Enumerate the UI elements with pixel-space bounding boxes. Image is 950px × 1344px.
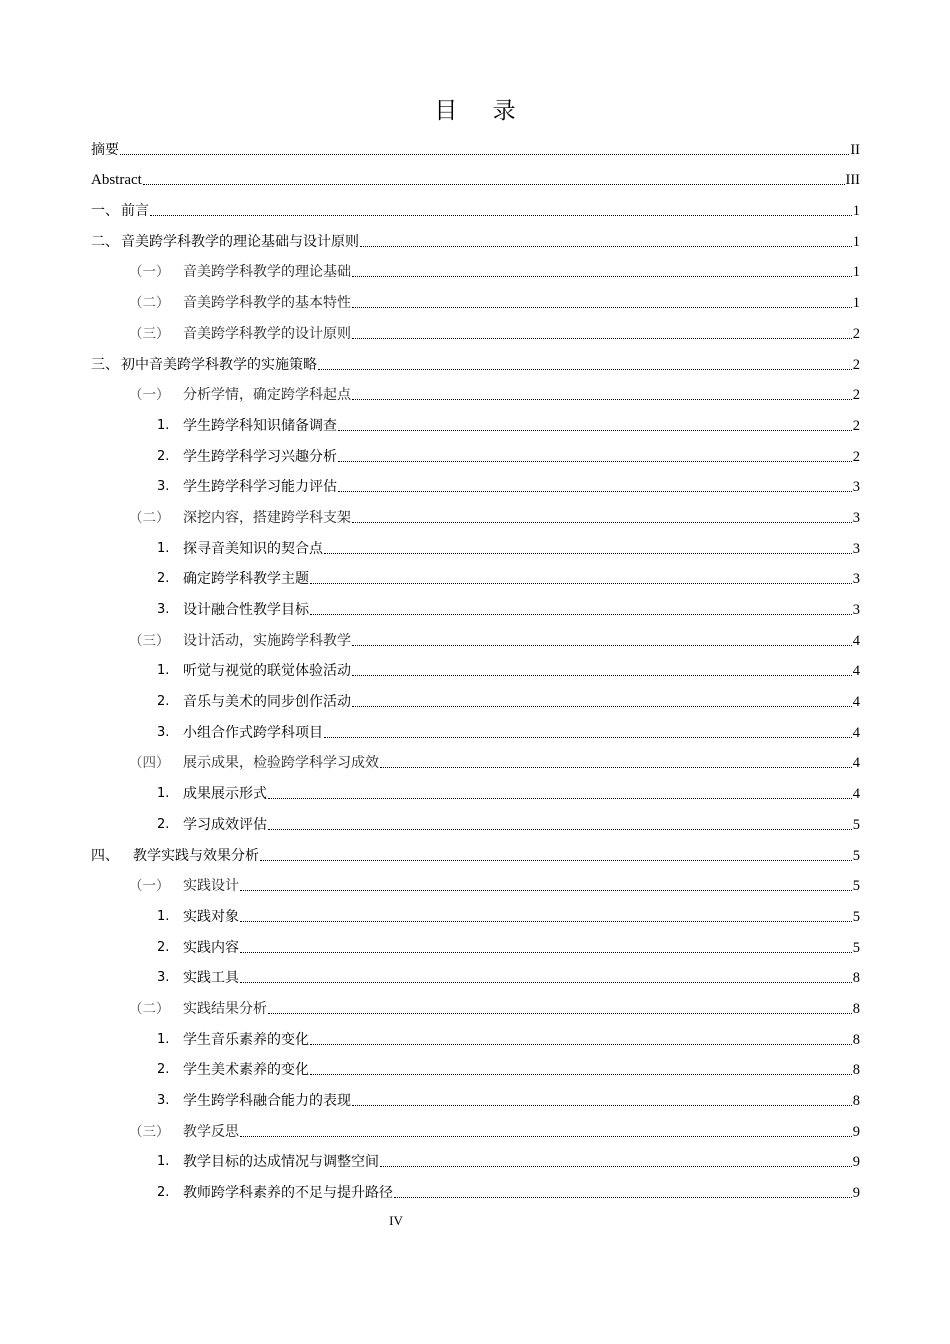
toc-entry[interactable]: [91, 404, 860, 435]
toc-entry-page: II: [850, 141, 860, 158]
toc-entry-number: 1.: [157, 663, 170, 679]
toc-entry-number: 四、: [91, 847, 119, 864]
toc-dot-leader: [310, 583, 852, 584]
toc-entry-number: （二）: [129, 509, 170, 526]
toc-entry[interactable]: [91, 159, 860, 190]
toc-dot-leader: [352, 706, 852, 707]
toc-entry-number: 1.: [157, 908, 170, 924]
toc-entry[interactable]: [91, 466, 860, 497]
toc-entry-page: III: [845, 172, 860, 189]
toc-entry-number: 1.: [157, 1154, 170, 1170]
toc-entry-page: 4: [852, 632, 860, 649]
toc-entry-number: （二）: [129, 1000, 170, 1017]
toc-dot-leader: [338, 491, 852, 492]
table-of-contents: [91, 128, 860, 1202]
toc-entry-number: 2.: [157, 694, 170, 710]
toc-entry-number: 1.: [157, 1031, 170, 1047]
toc-entry-number: 3.: [157, 724, 170, 740]
toc-entry[interactable]: [91, 128, 860, 159]
toc-entry[interactable]: [91, 803, 860, 834]
toc-dot-leader: [240, 952, 852, 953]
toc-entry-number: （一）: [129, 264, 170, 281]
toc-entry-text: 学生美术素养的变化: [183, 1062, 309, 1079]
toc-entry-page: 4: [852, 786, 860, 803]
toc-entry[interactable]: [91, 1110, 860, 1141]
toc-entry-page: 1: [852, 295, 860, 312]
toc-entry-text: 听觉与视觉的联觉体验活动: [183, 663, 351, 680]
toc-entry-label: [157, 570, 309, 588]
toc-entry-label: [129, 877, 239, 895]
toc-entry-number: 1.: [157, 540, 170, 556]
toc-entry[interactable]: [91, 496, 860, 527]
toc-entry[interactable]: [91, 251, 860, 282]
toc-entry-page: 3: [852, 602, 860, 618]
toc-dot-leader: [360, 246, 852, 247]
toc-entry-label: [129, 294, 351, 312]
toc-entry-label: [91, 171, 142, 189]
toc-entry-text: 前言: [121, 203, 149, 220]
toc-entry-number: 三、: [91, 356, 119, 373]
toc-entry-number: 一、: [91, 203, 119, 220]
toc-entry-text: 学生跨学科学习兴趣分析: [183, 448, 337, 465]
toc-entry-label: [157, 969, 239, 987]
toc-entry-text: 学生音乐素养的变化: [183, 1031, 309, 1048]
toc-entry-text: 初中音美跨学科教学的实施策略: [121, 356, 317, 373]
toc-dot-leader: [268, 798, 852, 799]
toc-entry-text: 确定跨学科教学主题: [183, 571, 309, 588]
toc-entry-number: 2.: [157, 1062, 170, 1078]
toc-entry-text: 音美跨学科教学的设计原则: [183, 325, 351, 342]
toc-entry-page: 8: [852, 1031, 860, 1048]
toc-entry[interactable]: [91, 957, 860, 988]
toc-entry[interactable]: [91, 312, 860, 343]
toc-entry-page: 2: [852, 325, 860, 342]
toc-entry-number: （四）: [129, 755, 170, 772]
toc-entry-number: （三）: [129, 1123, 170, 1140]
toc-entry-label: [157, 816, 267, 834]
toc-entry-page: 5: [852, 847, 860, 864]
toc-entry-text: 实践设计: [183, 878, 239, 895]
toc-entry-number: 二、: [91, 233, 119, 250]
toc-entry-label: [157, 662, 351, 680]
toc-entry-label: [157, 1153, 379, 1171]
toc-entry-page: 3: [852, 571, 860, 588]
toc-entry-label: [157, 417, 337, 435]
toc-dot-leader: [240, 1136, 852, 1137]
toc-dot-leader: [150, 215, 852, 216]
toc-entry[interactable]: [91, 343, 860, 374]
toc-entry-label: [129, 509, 351, 527]
toc-entry-page: 5: [852, 939, 860, 956]
toc-entry-text: 实践工具: [183, 970, 239, 987]
toc-entry-text: 探寻音美知识的契合点: [183, 540, 323, 557]
toc-entry[interactable]: [91, 435, 860, 466]
toc-entry-number: （三）: [129, 325, 170, 342]
toc-entry[interactable]: [91, 220, 860, 251]
toc-entry-number: 3.: [157, 479, 170, 495]
toc-entry-number: 2.: [157, 571, 170, 587]
toc-entry[interactable]: [91, 588, 860, 619]
toc-entry-text: 实践对象: [183, 908, 239, 925]
toc-entry-label: [157, 448, 337, 466]
toc-entry-number: 3.: [157, 602, 170, 617]
toc-dot-leader: [240, 890, 852, 891]
toc-entry-number: 1.: [157, 786, 170, 802]
toc-dot-leader: [352, 276, 852, 277]
toc-entry-page: 1: [852, 203, 860, 220]
toc-entry-number: 1.: [157, 417, 170, 433]
toc-entry[interactable]: [91, 1049, 860, 1080]
toc-entry-page: 9: [852, 1154, 860, 1171]
toc-entry-page: 5: [852, 908, 860, 925]
toc-entry-label: [157, 693, 351, 711]
toc-entry-text: 实践内容: [183, 939, 239, 956]
toc-entry-page: 3: [852, 479, 860, 496]
toc-entry[interactable]: [91, 527, 860, 558]
toc-entry[interactable]: [91, 650, 860, 681]
toc-entry[interactable]: [91, 619, 860, 650]
toc-entry-text: 展示成果，检验跨学科学习成效: [183, 755, 379, 772]
toc-entry-label: [129, 1123, 239, 1141]
toc-entry-text: 深挖内容，搭建跨学科支架: [183, 509, 351, 526]
toc-entry-page: 8: [852, 970, 860, 987]
toc-entry[interactable]: [91, 987, 860, 1018]
toc-entry-page: 5: [852, 878, 860, 895]
toc-entry-page: 2: [852, 356, 860, 373]
page-number: IV: [389, 1213, 403, 1228]
toc-entry[interactable]: [91, 865, 860, 896]
toc-entry-text: 音美跨学科教学的理论基础与设计原则: [121, 233, 359, 250]
toc-dot-leader: [352, 1105, 852, 1106]
toc-entry-text: 学生跨学科知识储备调查: [183, 417, 337, 434]
toc-entry-page: 5: [852, 816, 860, 833]
toc-dot-leader: [324, 553, 852, 554]
toc-entry-label: [91, 356, 317, 374]
toc-dot-leader: [352, 399, 852, 400]
toc-entry-label: [129, 325, 351, 343]
toc-entry-number: 2.: [157, 939, 170, 955]
toc-entry-label: [129, 386, 351, 404]
toc-entry[interactable]: [91, 281, 860, 312]
toc-entry-text: 音美跨学科教学的理论基础: [183, 264, 351, 281]
toc-entry-label: [157, 478, 337, 496]
toc-dot-leader: [352, 338, 852, 339]
toc-dot-leader: [352, 522, 852, 523]
toc-entry[interactable]: [91, 374, 860, 405]
toc-entry-text: 摘要: [91, 141, 119, 158]
toc-entry-page: 9: [852, 1185, 860, 1202]
toc-dot-leader: [318, 369, 852, 370]
toc-dot-leader: [352, 307, 852, 308]
toc-entry-text: 学生跨学科融合能力的表现: [183, 1093, 351, 1109]
toc-dot-leader: [120, 154, 849, 155]
toc-entry[interactable]: [91, 558, 860, 589]
toc-entry-label: [129, 754, 379, 772]
toc-entry-text: Abstract: [91, 172, 142, 189]
toc-entry-page: 8: [852, 1093, 860, 1109]
toc-entry-text: 教师跨学科素养的不足与提升路径: [183, 1185, 393, 1202]
toc-entry[interactable]: [91, 742, 860, 773]
toc-entry-label: [157, 1031, 309, 1049]
toc-entry-label: [157, 1092, 351, 1110]
toc-dot-leader: [324, 737, 852, 738]
toc-dot-leader: [268, 829, 852, 830]
toc-entry[interactable]: [91, 1171, 860, 1202]
toc-entry-text: 成果展示形式: [183, 786, 267, 803]
toc-entry-text: 分析学情，确定跨学科起点: [183, 387, 351, 404]
toc-dot-leader: [338, 430, 852, 431]
toc-entry-number: 2.: [157, 448, 170, 464]
toc-entry[interactable]: [91, 895, 860, 926]
toc-entry-page: 2: [852, 417, 860, 434]
toc-dot-leader: [394, 1197, 852, 1198]
toc-entry-label: [91, 202, 149, 220]
toc-entry-page: 4: [852, 663, 860, 680]
toc-entry-number: （三）: [129, 632, 170, 649]
toc-entry-label: [157, 785, 267, 803]
toc-entry[interactable]: [91, 1018, 860, 1049]
toc-entry-number: （一）: [129, 387, 170, 404]
toc-entry-label: [129, 632, 351, 650]
toc-dot-leader: [240, 982, 852, 983]
toc-entry-label: [129, 263, 351, 281]
toc-entry-label: [91, 141, 119, 159]
toc-entry-text: 教学实践与效果分析: [133, 847, 259, 864]
toc-dot-leader: [352, 675, 852, 676]
toc-entry[interactable]: [91, 834, 860, 865]
toc-entry-text: 实践结果分析: [183, 1000, 267, 1017]
toc-entry-page: 4: [852, 755, 860, 772]
toc-entry-page: 4: [852, 694, 860, 711]
toc-entry-page: 1: [852, 233, 860, 250]
toc-entry-page: 8: [852, 1062, 860, 1079]
toc-dot-leader: [380, 1166, 852, 1167]
toc-dot-leader: [310, 1074, 852, 1075]
page-title: 目 录: [434, 98, 530, 124]
toc-entry-label: [157, 540, 323, 558]
toc-entry[interactable]: [91, 926, 860, 957]
toc-entry-number: （二）: [129, 295, 170, 312]
toc-dot-leader: [352, 645, 852, 646]
toc-dot-leader: [268, 1013, 852, 1014]
toc-entry-label: [157, 724, 323, 742]
toc-entry-page: 9: [852, 1123, 860, 1140]
toc-entry-text: 学生跨学科学习能力评估: [183, 479, 337, 496]
toc-entry-text: 设计融合性教学目标: [183, 602, 309, 618]
toc-entry-page: 3: [852, 540, 860, 557]
toc-entry-number: 3.: [157, 970, 170, 986]
toc-entry-page: 2: [852, 387, 860, 404]
toc-dot-leader: [143, 184, 845, 185]
toc-entry-page: 1: [852, 264, 860, 281]
toc-entry-text: 学习成效评估: [183, 816, 267, 833]
toc-entry-label: [91, 847, 259, 865]
toc-entry-text: 小组合作式跨学科项目: [183, 724, 323, 741]
toc-entry[interactable]: [91, 1141, 860, 1172]
toc-dot-leader: [380, 767, 852, 768]
toc-entry-text: 设计活动，实施跨学科教学: [183, 632, 351, 649]
toc-entry-text: 教学目标的达成情况与调整空间: [183, 1154, 379, 1171]
toc-dot-leader: [310, 1044, 852, 1045]
toc-dot-leader: [240, 921, 852, 922]
toc-entry-text: 音乐与美术的同步创作活动: [183, 694, 351, 711]
toc-entry-page: 8: [852, 1000, 860, 1017]
toc-entry-label: [157, 939, 239, 957]
toc-entry-label: [157, 908, 239, 926]
toc-entry[interactable]: [91, 711, 860, 742]
toc-entry-label: [129, 1000, 267, 1018]
toc-entry-page: 2: [852, 448, 860, 465]
toc-entry-text: 教学反思: [183, 1123, 239, 1140]
toc-entry-page: 4: [852, 724, 860, 741]
toc-entry-page: 3: [852, 509, 860, 526]
toc-entry-label: [157, 1061, 309, 1079]
toc-entry[interactable]: [91, 772, 860, 803]
toc-dot-leader: [310, 614, 852, 615]
toc-entry-label: [157, 1184, 393, 1202]
toc-entry-text: 音美跨学科教学的基本特性: [183, 295, 351, 312]
toc-entry-number: 2.: [157, 816, 170, 832]
toc-entry-label: [157, 601, 309, 619]
toc-entry[interactable]: [91, 680, 860, 711]
toc-entry[interactable]: [91, 189, 860, 220]
toc-dot-leader: [260, 860, 852, 861]
toc-entry-number: （一）: [129, 878, 170, 895]
toc-entry[interactable]: [91, 1079, 860, 1110]
toc-entry-number: 2.: [157, 1185, 170, 1201]
toc-entry-number: 3.: [157, 1093, 170, 1108]
toc-entry-label: [91, 233, 359, 251]
toc-dot-leader: [338, 461, 852, 462]
